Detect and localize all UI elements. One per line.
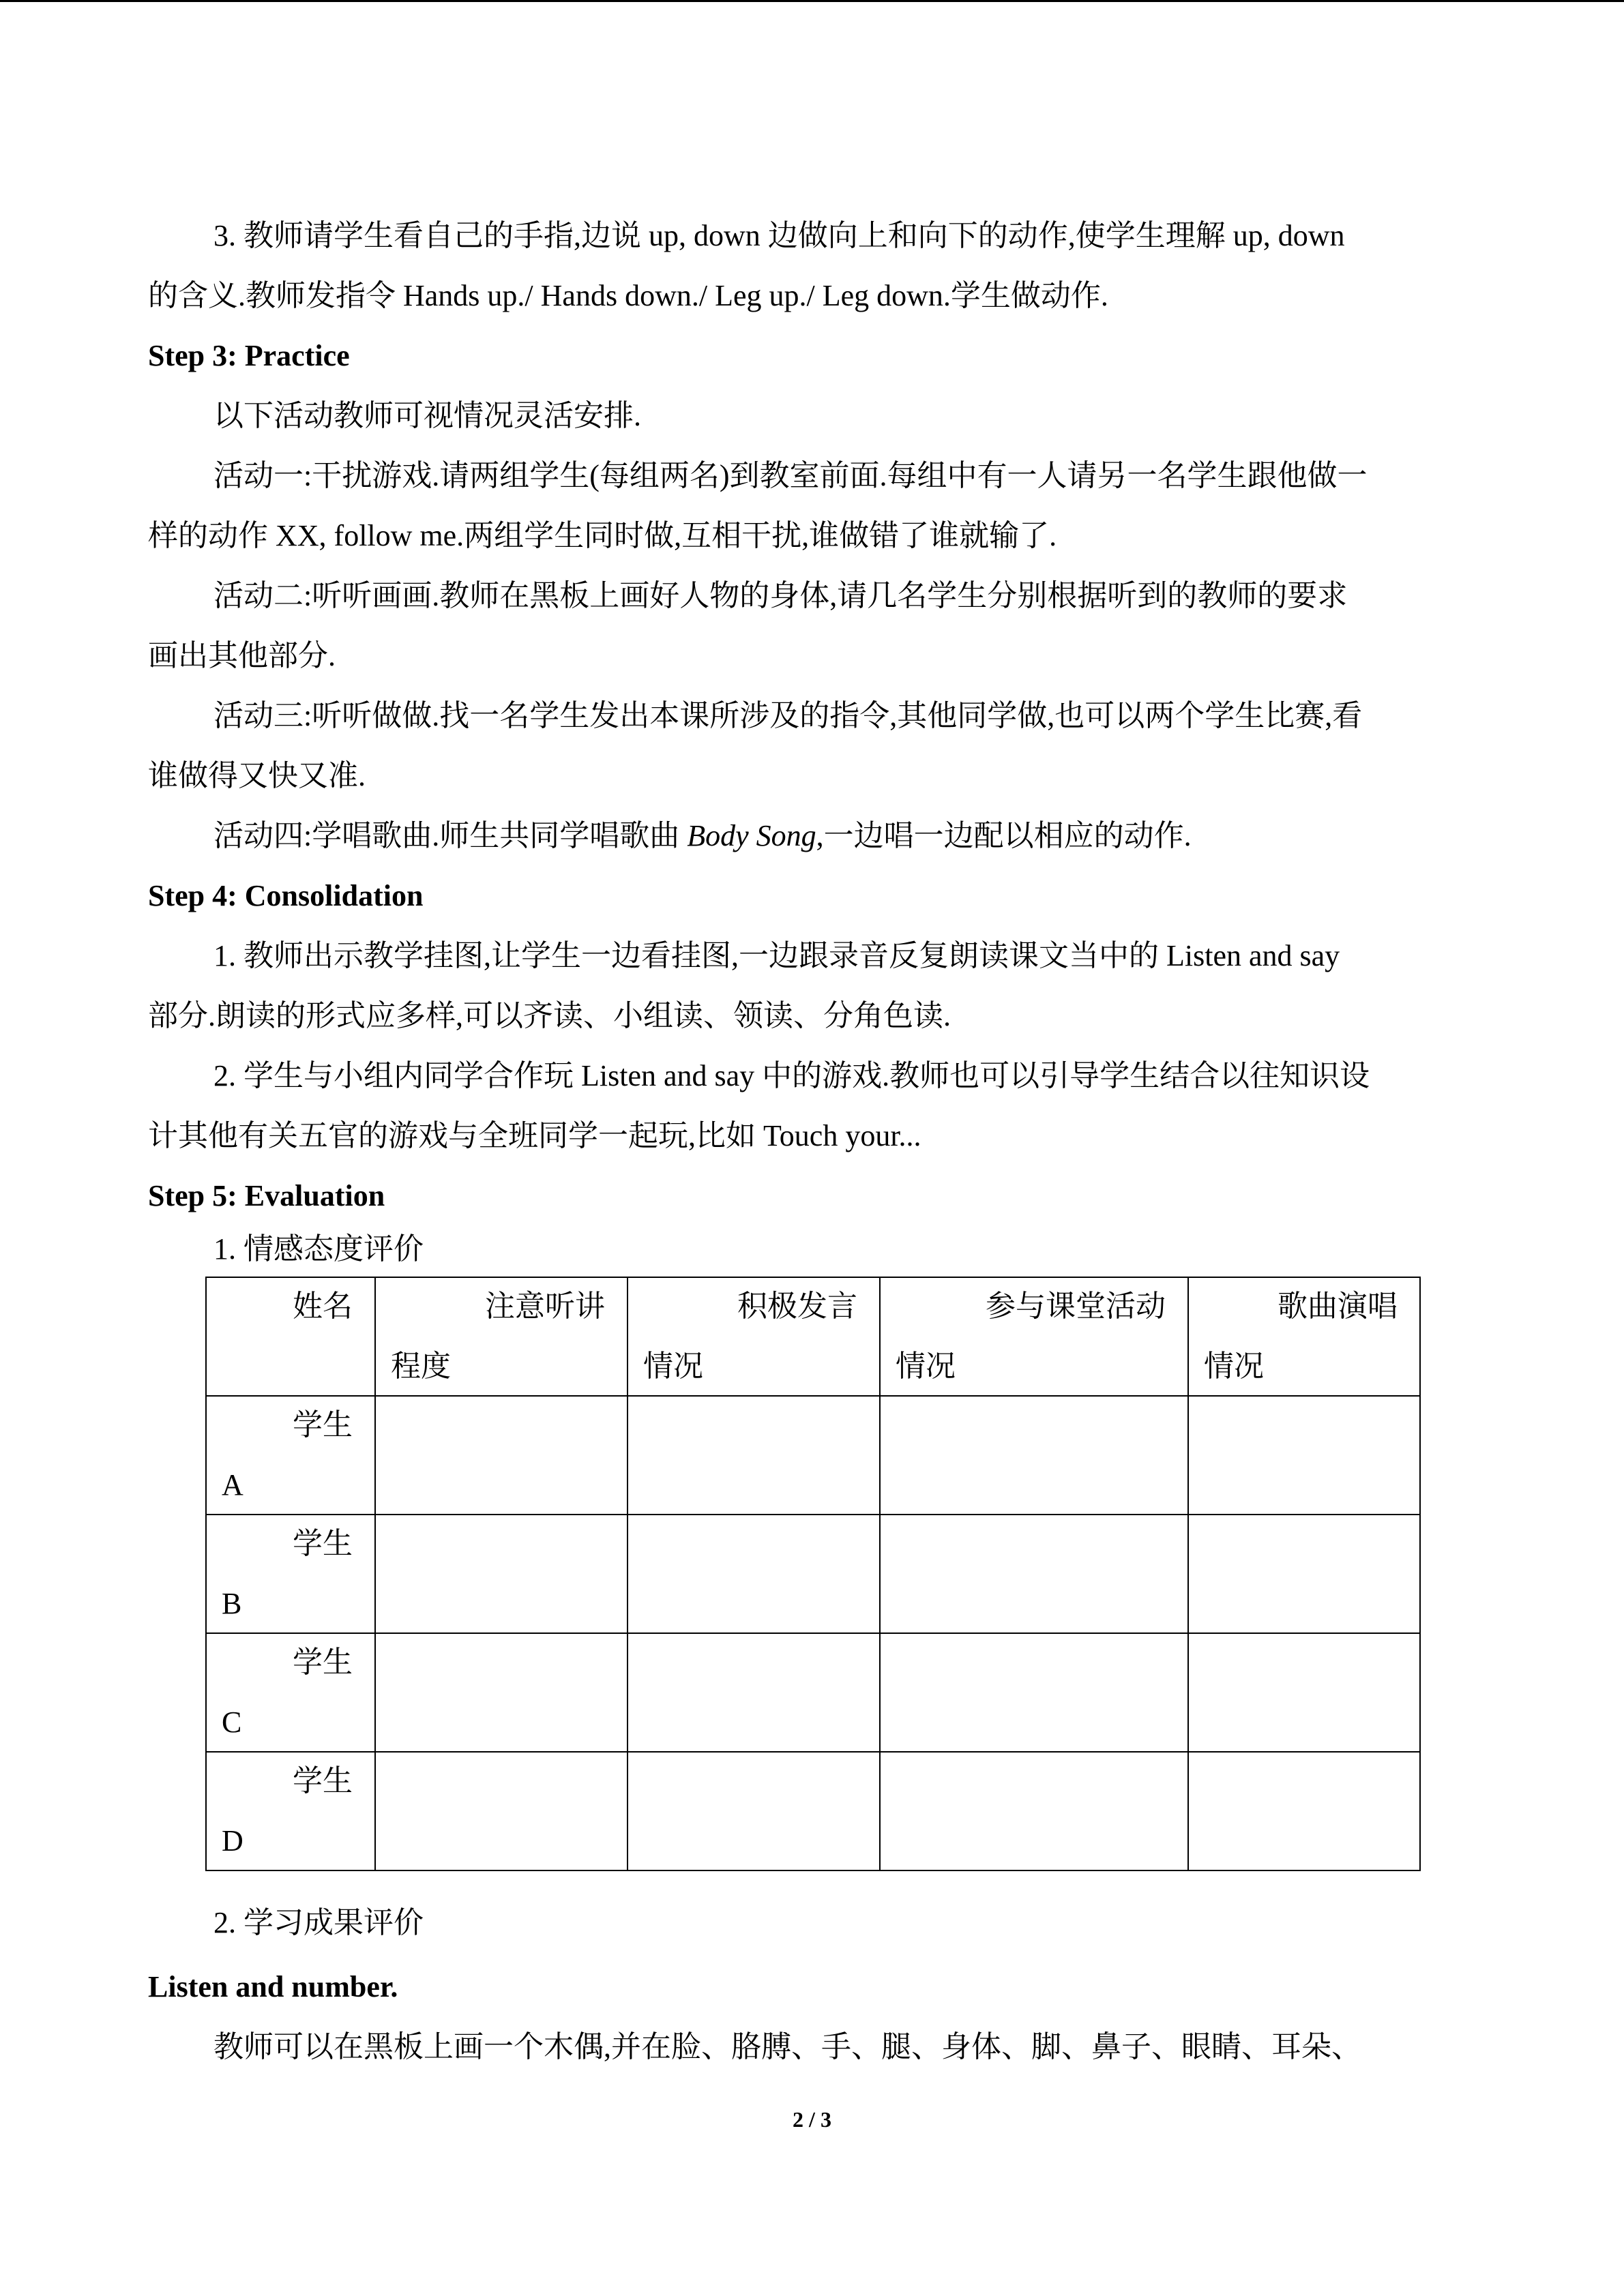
- heading-text: Listen and number.: [148, 1970, 398, 2003]
- text-line: [148, 806, 1480, 866]
- table-header-cell: [375, 1277, 628, 1396]
- empty-cell: [1188, 1515, 1420, 1633]
- empty-cell: [628, 1515, 880, 1633]
- text-line: 2. 学生与小组内同学合作玩 Listen and say 中的游戏.教师也可以引导学生结合以往知识设: [213, 1059, 1370, 1092]
- paragraph-activity-4: [148, 806, 1480, 866]
- student-label: 学生: [293, 1527, 353, 1560]
- empty-cell: [628, 1752, 880, 1870]
- heading-text: Step 4: Consolidation: [148, 879, 424, 912]
- header-label: 姓名: [293, 1289, 353, 1323]
- text-line: 3. 教师请学生看自己的手指,边说 up, down 边做向上和向下的动作,使学生理解 up, down: [213, 219, 1345, 252]
- paragraph-consolidation-2: [148, 1046, 1480, 1166]
- page-number: 2 / 3: [793, 2107, 831, 2132]
- student-name-cell: [206, 1633, 375, 1752]
- table-row: [206, 1396, 1420, 1515]
- text-line: 画出其他部分.: [148, 639, 336, 672]
- header-label: 情况: [643, 1350, 703, 1383]
- student-label: 学生: [293, 1764, 353, 1798]
- table-header-cell: [1188, 1277, 1420, 1396]
- text-line: 2. 学习成果评价: [213, 1906, 424, 1939]
- student-name-cell: [206, 1515, 375, 1633]
- empty-cell: [1188, 1396, 1420, 1515]
- section-heading-step5: [148, 1166, 1480, 1226]
- empty-cell: [628, 1633, 880, 1752]
- section-heading-step4: [148, 866, 1480, 926]
- empty-cell: [375, 1396, 628, 1515]
- text-line: 以下活动教师可视情况灵活安排.: [213, 399, 641, 432]
- paragraph-evaluation-2: [148, 1893, 1480, 1953]
- student-label: 学生: [293, 1408, 353, 1442]
- paragraph-practice-intro: [148, 386, 1480, 446]
- heading-text: Step 5: Evaluation: [148, 1179, 385, 1212]
- text-line: 计其他有关五官的游戏与全班同学一起玩,比如 Touch your...: [148, 1119, 921, 1152]
- table-header-cell: [628, 1277, 880, 1396]
- evaluation-table: [205, 1277, 1421, 1871]
- paragraph-step2-item3: [148, 206, 1480, 326]
- student-letter: B: [222, 1587, 242, 1620]
- table-row: [206, 1752, 1420, 1870]
- header-label: 积极发言: [737, 1289, 857, 1323]
- text-span: 活动四:学唱歌曲.师生共同学唱歌曲: [213, 819, 688, 852]
- empty-cell: [375, 1752, 628, 1870]
- paragraph-activity-2: [148, 566, 1480, 686]
- empty-cell: [375, 1515, 628, 1633]
- empty-cell: [880, 1633, 1188, 1752]
- header-label: 情况: [1204, 1350, 1264, 1383]
- empty-cell: [375, 1633, 628, 1752]
- header-label: 歌曲演唱: [1278, 1289, 1398, 1323]
- text-line: 样的动作 XX, follow me.两组学生同时做,互相干扰,谁做错了谁就输了.: [148, 519, 1057, 552]
- student-name-cell: [206, 1396, 375, 1515]
- text-line: 1. 教师出示教学挂图,让学生一边看挂图,一边跟录音反复朗读课文当中的 Listen and say: [213, 939, 1340, 972]
- section-heading-listen: [148, 1957, 1480, 2017]
- student-letter: D: [222, 1824, 243, 1858]
- song-title: Body Song: [687, 819, 816, 852]
- header-label: 注意听讲: [485, 1289, 605, 1323]
- student-letter: A: [222, 1468, 243, 1502]
- text-line: 部分.朗读的形式应多样,可以齐读、小组读、领读、分角色读.: [148, 999, 951, 1032]
- paragraph-activity-1: [148, 446, 1480, 566]
- page-top-border: [0, 0, 1624, 2]
- text-span: ,一边唱一边配以相应的动作.: [816, 819, 1192, 852]
- section-heading-step3: [148, 326, 1480, 386]
- text-line: 活动二:听听画画.教师在黑板上画好人物的身体,请几名学生分别根据听到的教师的要求: [213, 579, 1348, 612]
- empty-cell: [1188, 1752, 1420, 1870]
- paragraph-activity-3: [148, 686, 1480, 806]
- paragraph-listen-number: [148, 2017, 1480, 2077]
- table-header-row: [206, 1277, 1420, 1396]
- header-label: 参与课堂活动: [986, 1289, 1166, 1323]
- student-letter: C: [222, 1705, 242, 1739]
- header-label: 程度: [391, 1350, 451, 1383]
- text-line: 的含义.教师发指令 Hands up./ Hands down./ Leg up./ Leg down.学生做动作.: [148, 279, 1108, 312]
- empty-cell: [880, 1752, 1188, 1870]
- paragraph-consolidation-1: [148, 926, 1480, 1046]
- table-header-cell: [206, 1277, 375, 1396]
- paragraph-evaluation-1: [148, 1225, 1480, 1274]
- table-row: [206, 1515, 1420, 1633]
- text-line: 教师可以在黑板上画一个木偶,并在脸、胳膊、手、腿、身体、脚、鼻子、眼睛、耳朵、: [213, 2030, 1361, 2063]
- table-row: [206, 1633, 1420, 1752]
- text-line: 谁做得又快又准.: [148, 759, 366, 792]
- student-label: 学生: [293, 1645, 353, 1679]
- text-line: 活动一:干扰游戏.请两组学生(每组两名)到教室前面.每组中有一人请另一名学生跟他做一: [213, 459, 1368, 492]
- text-line: 1. 情感态度评价: [213, 1232, 424, 1266]
- empty-cell: [880, 1515, 1188, 1633]
- heading-text: Step 3: Practice: [148, 339, 350, 372]
- text-line: 活动三:听听做做.找一名学生发出本课所涉及的指令,其他同学做,也可以两个学生比赛,看: [213, 699, 1363, 732]
- table-header-cell: [880, 1277, 1188, 1396]
- empty-cell: [1188, 1633, 1420, 1752]
- header-label: 情况: [896, 1350, 956, 1383]
- empty-cell: [628, 1396, 880, 1515]
- empty-cell: [880, 1396, 1188, 1515]
- student-name-cell: [206, 1752, 375, 1870]
